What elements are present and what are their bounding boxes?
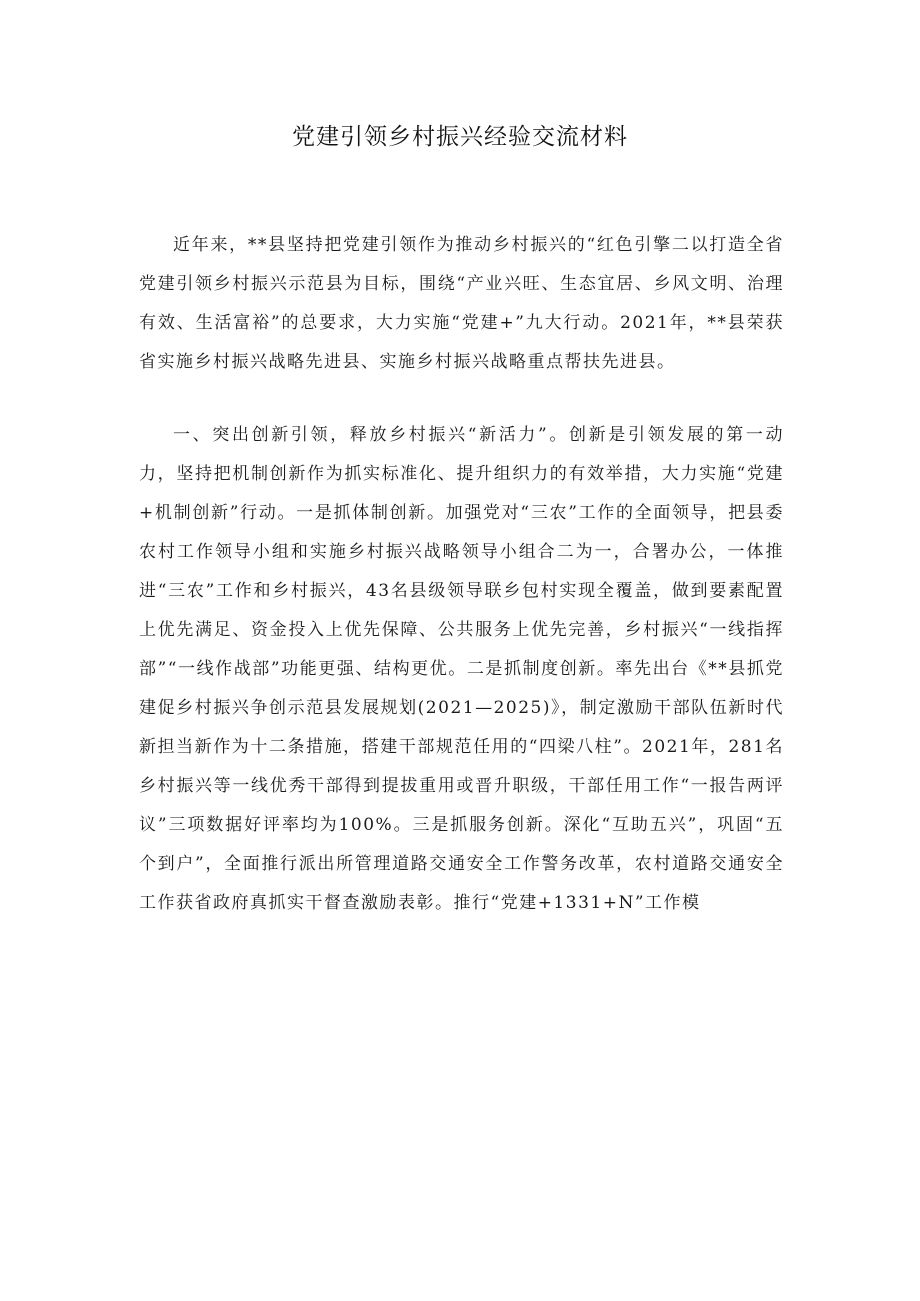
document-title: 党建引领乡村振兴经验交流材料 [292, 124, 628, 150]
paragraph-intro: 近年来，**县坚持把党建引领作为推动乡村振兴的“红色引擎二以打造全省党建引领乡村振兴示范县为目标，围绕“产业兴旺、生态宜居、乡风文明、治理有效、生活富裕”的总要求，大力实施“党建+”九大行动。2021年，**县荣获省实施乡村振兴战略先进县、实施乡村振兴战略重点帮扶先进县。 [139, 235, 784, 372]
document-body [139, 226, 784, 923]
paragraph-section-one: 一、突出创新引领，释放乡村振兴“新活力”。创新是引领发展的第一动力，坚持把机制创新作为抓实标准化、提升组织力的有效举措，大力实施“党建+机制创新”行动。一是抓体制创新。加强党对“三农”工作的全面领导，把县委农村工作领导小组和实施乡村振兴战略领导小组合二为一，合署办公，一体推进“三农”工作和乡村振兴，43名县级领导联乡包村实现全覆盖，做到要素配置上优先满足、资金投入上优先保障、公共服务上优先完善，乡村振兴“一线指挥部”“一线作战部”功能更强、结构更优。二是抓制度创新。率先出台《**县抓党建促乡村振兴争创示范县发展规划(2021—2025)》，制定激励干部队伍新时代新担当新作为十二条措施，搭建干部规范任用的“四梁八柱”。2021年，281名乡村振兴等一线优秀干部得到提拔重用或晋升职级，干部任用工作“一报告两评议”三项数据好评率均为100%。三是抓服务创新。深化“互助五兴”，巩固“五个到户”，全面推行派出所管理道路交通安全工作警务改革，农村道路交通安全工作获省政府真抓实干督查激励表彰。推行“党建+1331+N”工作模 [139, 425, 784, 913]
